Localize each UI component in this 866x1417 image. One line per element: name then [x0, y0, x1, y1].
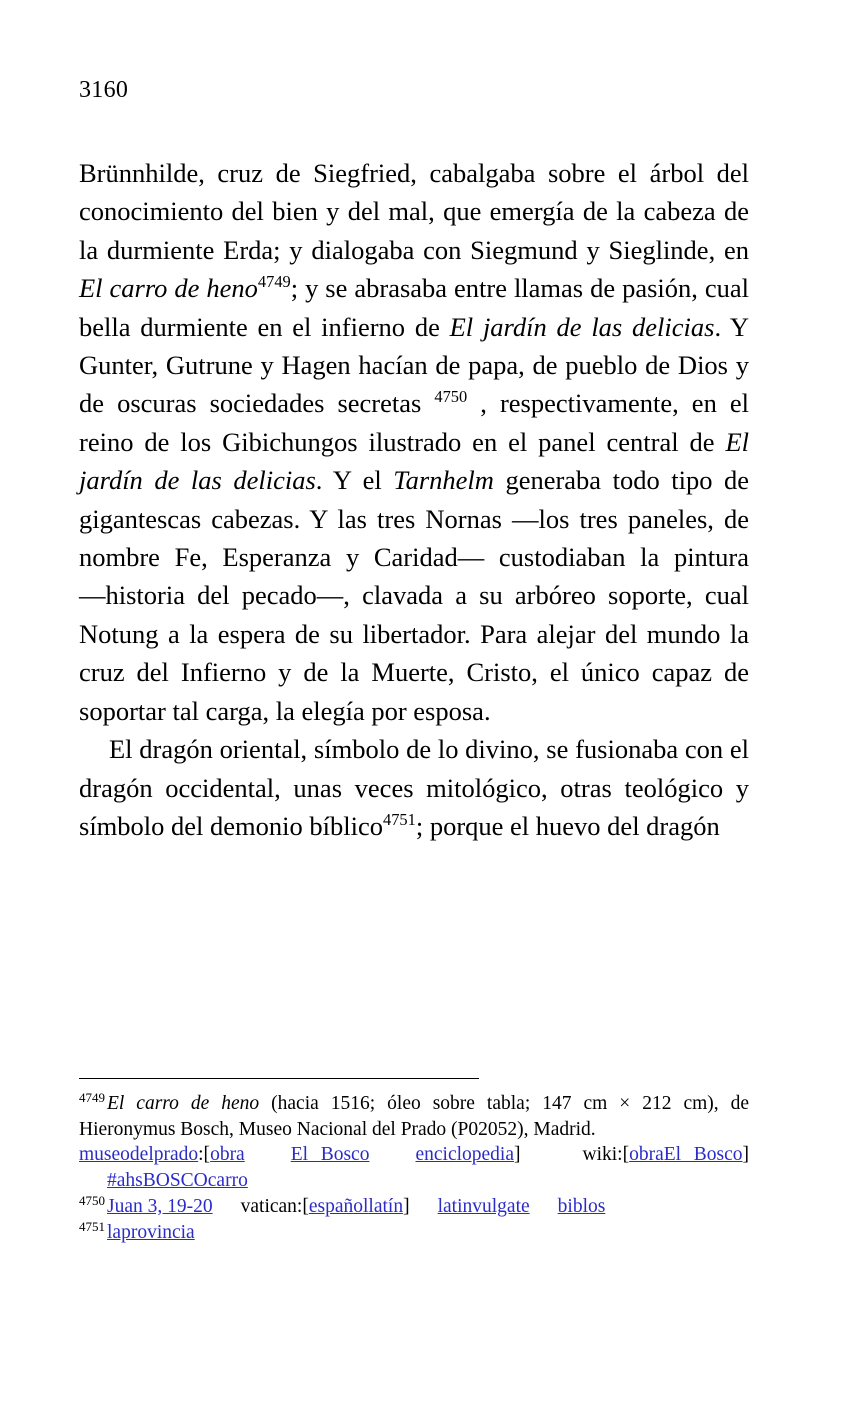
footnote-4750-vatican-prefix: vatican:[	[240, 1196, 309, 1217]
footnote-4749-title: El carro de heno	[107, 1093, 260, 1114]
paragraph-1-segment-3: . Y Gunter, Gutrune y Hagen hacían de papa, de pueblo de Dios y de oscuras sociedades secretas	[79, 311, 749, 419]
link-ahsboscocarro[interactable]: #ahsBOSCOcarro	[107, 1170, 248, 1191]
paragraph-1-segment-2: ; y se abrasaba entre llamas de pasión, cual bella durmiente en el infierno de	[79, 273, 750, 342]
paragraph-1-segment-4: , respectivamente, en el reino de los Gibichungos ilustrado en el panel central de	[79, 388, 749, 457]
link-juan-3-19-20[interactable]: Juan 3, 19-20	[107, 1196, 213, 1217]
footnote-ref-4751[interactable]: 4751	[383, 810, 416, 830]
paragraph-1-segment-5: . Y el	[315, 465, 394, 496]
link-latinvulgate[interactable]: latinvulgate	[437, 1196, 530, 1217]
link-el-bosco-wiki[interactable]: El Bosco	[663, 1144, 743, 1165]
work-title-el-carro-de-heno: El carro de heno	[79, 273, 258, 304]
paragraph-1	[79, 154, 749, 730]
footnote-ref-4749[interactable]: 4749	[257, 272, 291, 292]
footnote-4749	[79, 1091, 749, 1142]
link-el-bosco-museodelprado[interactable]: El Bosco	[290, 1144, 370, 1165]
term-tarnhelm: Tarnhelm	[393, 465, 494, 496]
link-biblos[interactable]: biblos	[557, 1196, 606, 1217]
footnote-ref-4750[interactable]: 4750	[434, 387, 468, 407]
link-enciclopedia[interactable]: enciclopedia	[415, 1144, 514, 1165]
paragraph-1-segment-6: generaba todo tipo de gigantescas cabezas. Y las tres Nornas ―los tres paneles, de nombre Fe, Esperanza y Caridad― custodiaban la pintura ―historia del pecado―, clavada a su arbóreo soporte, cual Notung a la espera de su libertador. Para alejar del mundo la cruz del Infierno y de la Muerte, Cristo, el único capaz de soportar tal carga, la elegía por esposa.	[79, 465, 750, 726]
work-title-el-jardin-de-las-delicias-2: El jardín de las delicias	[79, 426, 749, 496]
footnote-4751	[79, 1220, 749, 1246]
footnote-4749-close-1: ]	[514, 1144, 521, 1165]
footnote-4749-text-before-dims: (hacia 1516; óleo sobre tabla;	[259, 1093, 543, 1114]
paragraph-2	[79, 730, 749, 845]
paragraph-2-segment-2: ; porque el huevo del dragón	[415, 810, 720, 841]
footnote-4750	[79, 1194, 749, 1220]
footnote-4749-text-after-dims: , de Hieronymus Bosch, Museo Nacional del Prado (P02052), Madrid.	[79, 1093, 750, 1140]
footnote-4749-colon-1: :[	[198, 1144, 211, 1165]
footnote-4749-close-2: ]	[742, 1144, 749, 1165]
footnote-4749-number: 4749	[79, 1089, 105, 1105]
footnote-4750-close: ]	[403, 1196, 410, 1217]
footnote-separator-rule	[79, 1078, 479, 1079]
footnote-4749-dimensions: 147 cm × 212 cm)	[542, 1093, 714, 1114]
footnote-4750-number: 4750	[79, 1192, 105, 1208]
page-number: 3160	[79, 77, 129, 103]
link-latin[interactable]: latín	[368, 1196, 404, 1217]
footnote-4749-wiki-prefix: wiki:[	[582, 1144, 630, 1165]
link-espanol[interactable]: español	[308, 1196, 369, 1217]
link-laprovincia[interactable]: laprovincia	[107, 1222, 195, 1243]
paragraph-2-segment-1: El dragón oriental, símbolo de lo divino, se fusionaba con el dragón occidental, unas veces mitológico, otras teológico y símbolo del demonio bíblico	[79, 734, 749, 841]
footnote-4749-links	[79, 1142, 749, 1194]
link-obra-museodelprado[interactable]: obra	[210, 1144, 245, 1165]
body-text	[79, 154, 749, 845]
footnote-4751-number: 4751	[79, 1218, 105, 1234]
paragraph-1-segment-1: Brünnhilde, cruz de Siegfried, cabalgaba sobre el árbol del conocimiento del bien y del mal, que emergía de la cabeza de la durmiente Erda; y dialogaba con Siegmund y Sieglinde, en	[79, 158, 749, 265]
footnotes-section	[79, 1078, 749, 1246]
link-museodelprado[interactable]: museodelprado	[79, 1144, 199, 1165]
work-title-el-jardin-de-las-delicias-1: El jardín de las delicias	[449, 311, 715, 342]
link-obra-wiki[interactable]: obra	[629, 1144, 664, 1165]
